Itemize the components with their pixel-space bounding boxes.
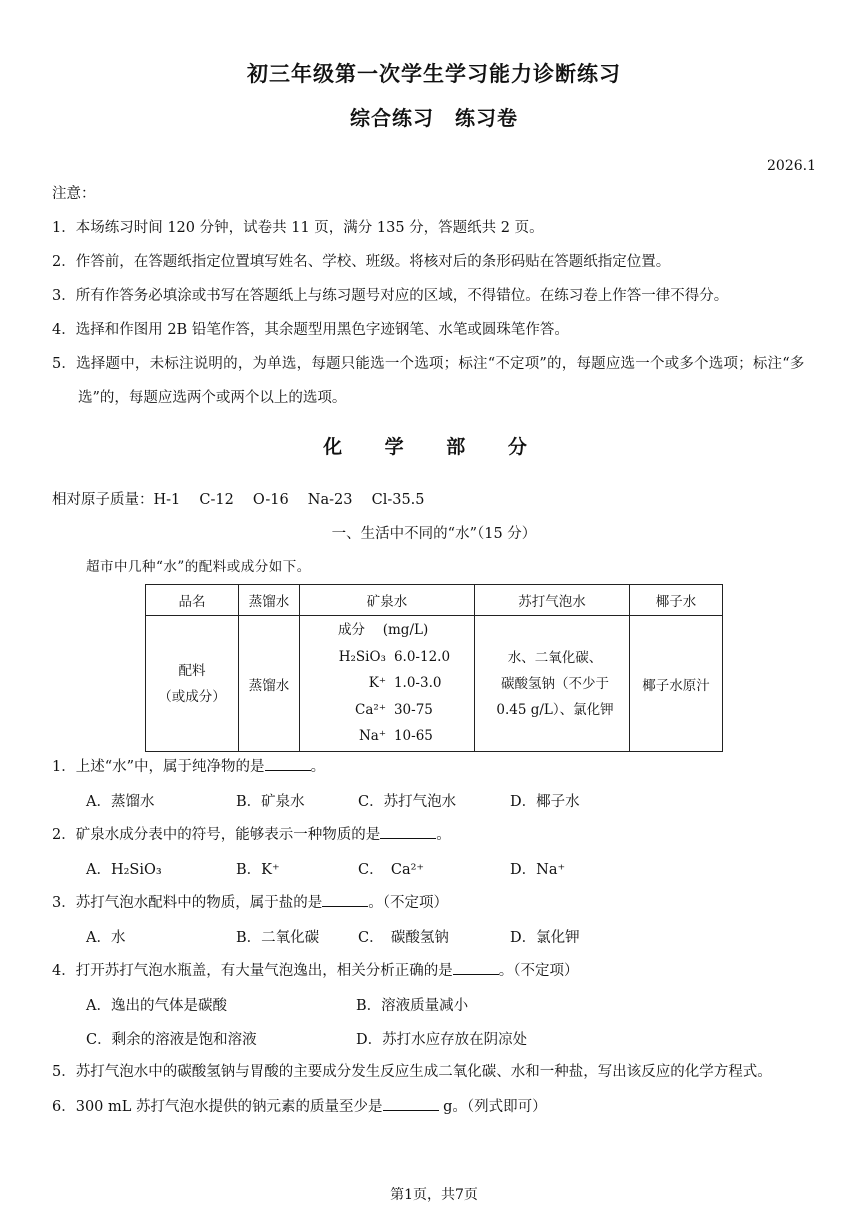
question-1-options [86, 790, 786, 810]
option-d[interactable]: D．氯化钾 [510, 930, 580, 946]
mineral-row [324, 670, 450, 697]
ingredients-table [145, 584, 723, 752]
option-c[interactable]: C． 碳酸氢钠 [358, 930, 449, 946]
option-a[interactable]: A．水 [86, 930, 126, 946]
option-a[interactable]: A．逸出的气体是碳酸 [86, 998, 227, 1014]
question-stem: 6．300 mL 苏打气泡水提供的钠元素的质量至少是 [52, 1099, 383, 1115]
question-stem: 4．打开苏打气泡水瓶盖，有大量气泡逸出，相关分析正确的是 [52, 963, 453, 979]
question-stem-end: 。（不定项） [498, 963, 579, 979]
mineral-cell [300, 616, 475, 752]
row-label-line-2: （或成分） [158, 688, 226, 705]
question-stem: 2．矿泉水成分表中的符号，能够表示一种物质的是 [52, 827, 381, 843]
question-2-options [86, 858, 786, 878]
mineral-row [324, 697, 450, 724]
mineral-value: 1.0-3.0 [393, 675, 442, 692]
question-6 [52, 1096, 547, 1117]
question-stem-end: 。 [436, 827, 451, 843]
mineral-name: H₂SiO₃ [338, 648, 386, 665]
question-4-options-row-2 [86, 1028, 786, 1048]
answer-blank[interactable] [453, 960, 499, 975]
question-3-options [86, 926, 786, 946]
option-d[interactable]: D．Na⁺ [510, 862, 566, 878]
table-header-row [146, 585, 723, 616]
table-header-cell: 苏打气泡水 [475, 585, 630, 616]
table-header-cell: 蒸馏水 [239, 585, 300, 616]
answer-blank[interactable] [380, 824, 436, 839]
soda-cell [475, 616, 630, 752]
soda-line: 0.45 g/L）、氯化钾 [496, 701, 614, 718]
option-a[interactable]: A．蒸馏水 [86, 794, 155, 810]
soda-line: 水、二氧化碳、 [507, 649, 603, 666]
question-5: 5．苏打气泡水中的碳酸氢钠与胃酸的主要成分发生反应生成二氧化碳、水和一种盐，写出该反应的化学方程式。 [52, 1064, 772, 1080]
question-stem-end: 。 [310, 759, 326, 775]
answer-blank[interactable] [265, 756, 311, 771]
notice-item-1: 1．本场练习时间 120 分钟，试卷共 11 页，满分 135 分，答题纸共 2 页。 [52, 220, 544, 236]
table-row [146, 616, 723, 752]
mineral-name: K⁺ [368, 675, 386, 692]
option-c[interactable]: C．剩余的溶液是饱和溶液 [86, 1032, 257, 1048]
page-footer: 第1页，共7页 [390, 1187, 478, 1203]
option-c[interactable]: C． Ca²⁺ [358, 862, 425, 878]
mineral-name: Ca²⁺ [355, 701, 386, 718]
part-heading: 一、生活中不同的“水”（15 分） [331, 526, 537, 542]
section-title: 化 学 部 分 [323, 436, 545, 458]
question-3 [52, 892, 448, 913]
option-b[interactable]: B．溶液质量减小 [356, 998, 469, 1014]
option-c[interactable]: C．苏打气泡水 [358, 794, 457, 810]
row-label-cell [146, 616, 239, 752]
soda-line: 碳酸氢钠（不少于 [501, 675, 609, 692]
answer-blank[interactable] [322, 892, 368, 907]
table-header-cell: 椰子水 [630, 585, 723, 616]
coconut-cell: 椰子水原汁 [630, 616, 723, 752]
atomic-mass-line: 相对原子质量：H-1 C-12 O-16 Na-23 Cl-35.5 [52, 492, 425, 508]
row-label-line-1: 配料 [178, 662, 206, 679]
mineral-value: 6.0-12.0 [393, 648, 451, 665]
question-stem-end: g。（列式即可） [438, 1099, 547, 1115]
option-d[interactable]: D．苏打水应存放在阴凉处 [356, 1032, 528, 1048]
notice-item-5: 5．选择题中，未标注说明的，为单选，每题只能选一个选项；标注“不定项”的，每题应选一个或多个选项；标注“多 [52, 356, 805, 372]
option-a[interactable]: A．H₂SiO₃ [86, 862, 162, 878]
question-4-options-row-1 [86, 994, 786, 1014]
question-stem: 3．苏打气泡水配料中的物质，属于盐的是 [52, 895, 323, 911]
notice-item-5-cont: 选”的，每题应选两个或两个以上的选项。 [78, 390, 347, 406]
mineral-value: 30-75 [393, 701, 433, 718]
option-b[interactable]: B．矿泉水 [236, 794, 305, 810]
exam-date: 2026.1 [767, 158, 816, 174]
mineral-row [324, 644, 450, 671]
question-stem-end: 。（不定项） [368, 895, 448, 911]
question-4 [52, 960, 578, 981]
distilled-cell: 蒸馏水 [239, 616, 300, 752]
option-d[interactable]: D．椰子水 [510, 794, 580, 810]
answer-blank[interactable] [383, 1096, 439, 1111]
table-header-cell: 矿泉水 [300, 585, 475, 616]
notice-item-3: 3．所有作答务必填涂或书写在答题纸上与练习题号对应的区域，不得错位。在练习卷上作答一律不得分。 [52, 288, 729, 304]
option-b[interactable]: B．二氧化碳 [236, 930, 320, 946]
mineral-head: 成分 (mg/L) [337, 622, 429, 639]
exam-title: 初三年级第一次学生学习能力诊断练习 [247, 61, 621, 86]
mineral-name: Na⁺ [358, 728, 386, 745]
notice-item-4: 4．选择和作图用 2B 铅笔作答，其余题型用黑色字迹钢笔、水笔或圆珠笔作答。 [52, 322, 569, 338]
exam-subtitle: 综合练习 练习卷 [350, 106, 518, 130]
notice-label: 注意： [52, 186, 96, 202]
question-2 [52, 824, 451, 845]
option-b[interactable]: B．K⁺ [236, 862, 280, 878]
question-1 [52, 756, 325, 777]
notice-item-2: 2．作答前，在答题纸指定位置填写姓名、学校、班级。将核对后的条形码贴在答题纸指定位置。 [52, 254, 671, 270]
mineral-row [324, 723, 450, 750]
table-header-cell: 品名 [146, 585, 239, 616]
question-stem: 1．上述“水”中，属于纯净物的是 [52, 759, 265, 775]
intro-text: 超市中几种“水”的配料或成分如下。 [86, 559, 311, 575]
mineral-value: 10-65 [393, 728, 433, 745]
